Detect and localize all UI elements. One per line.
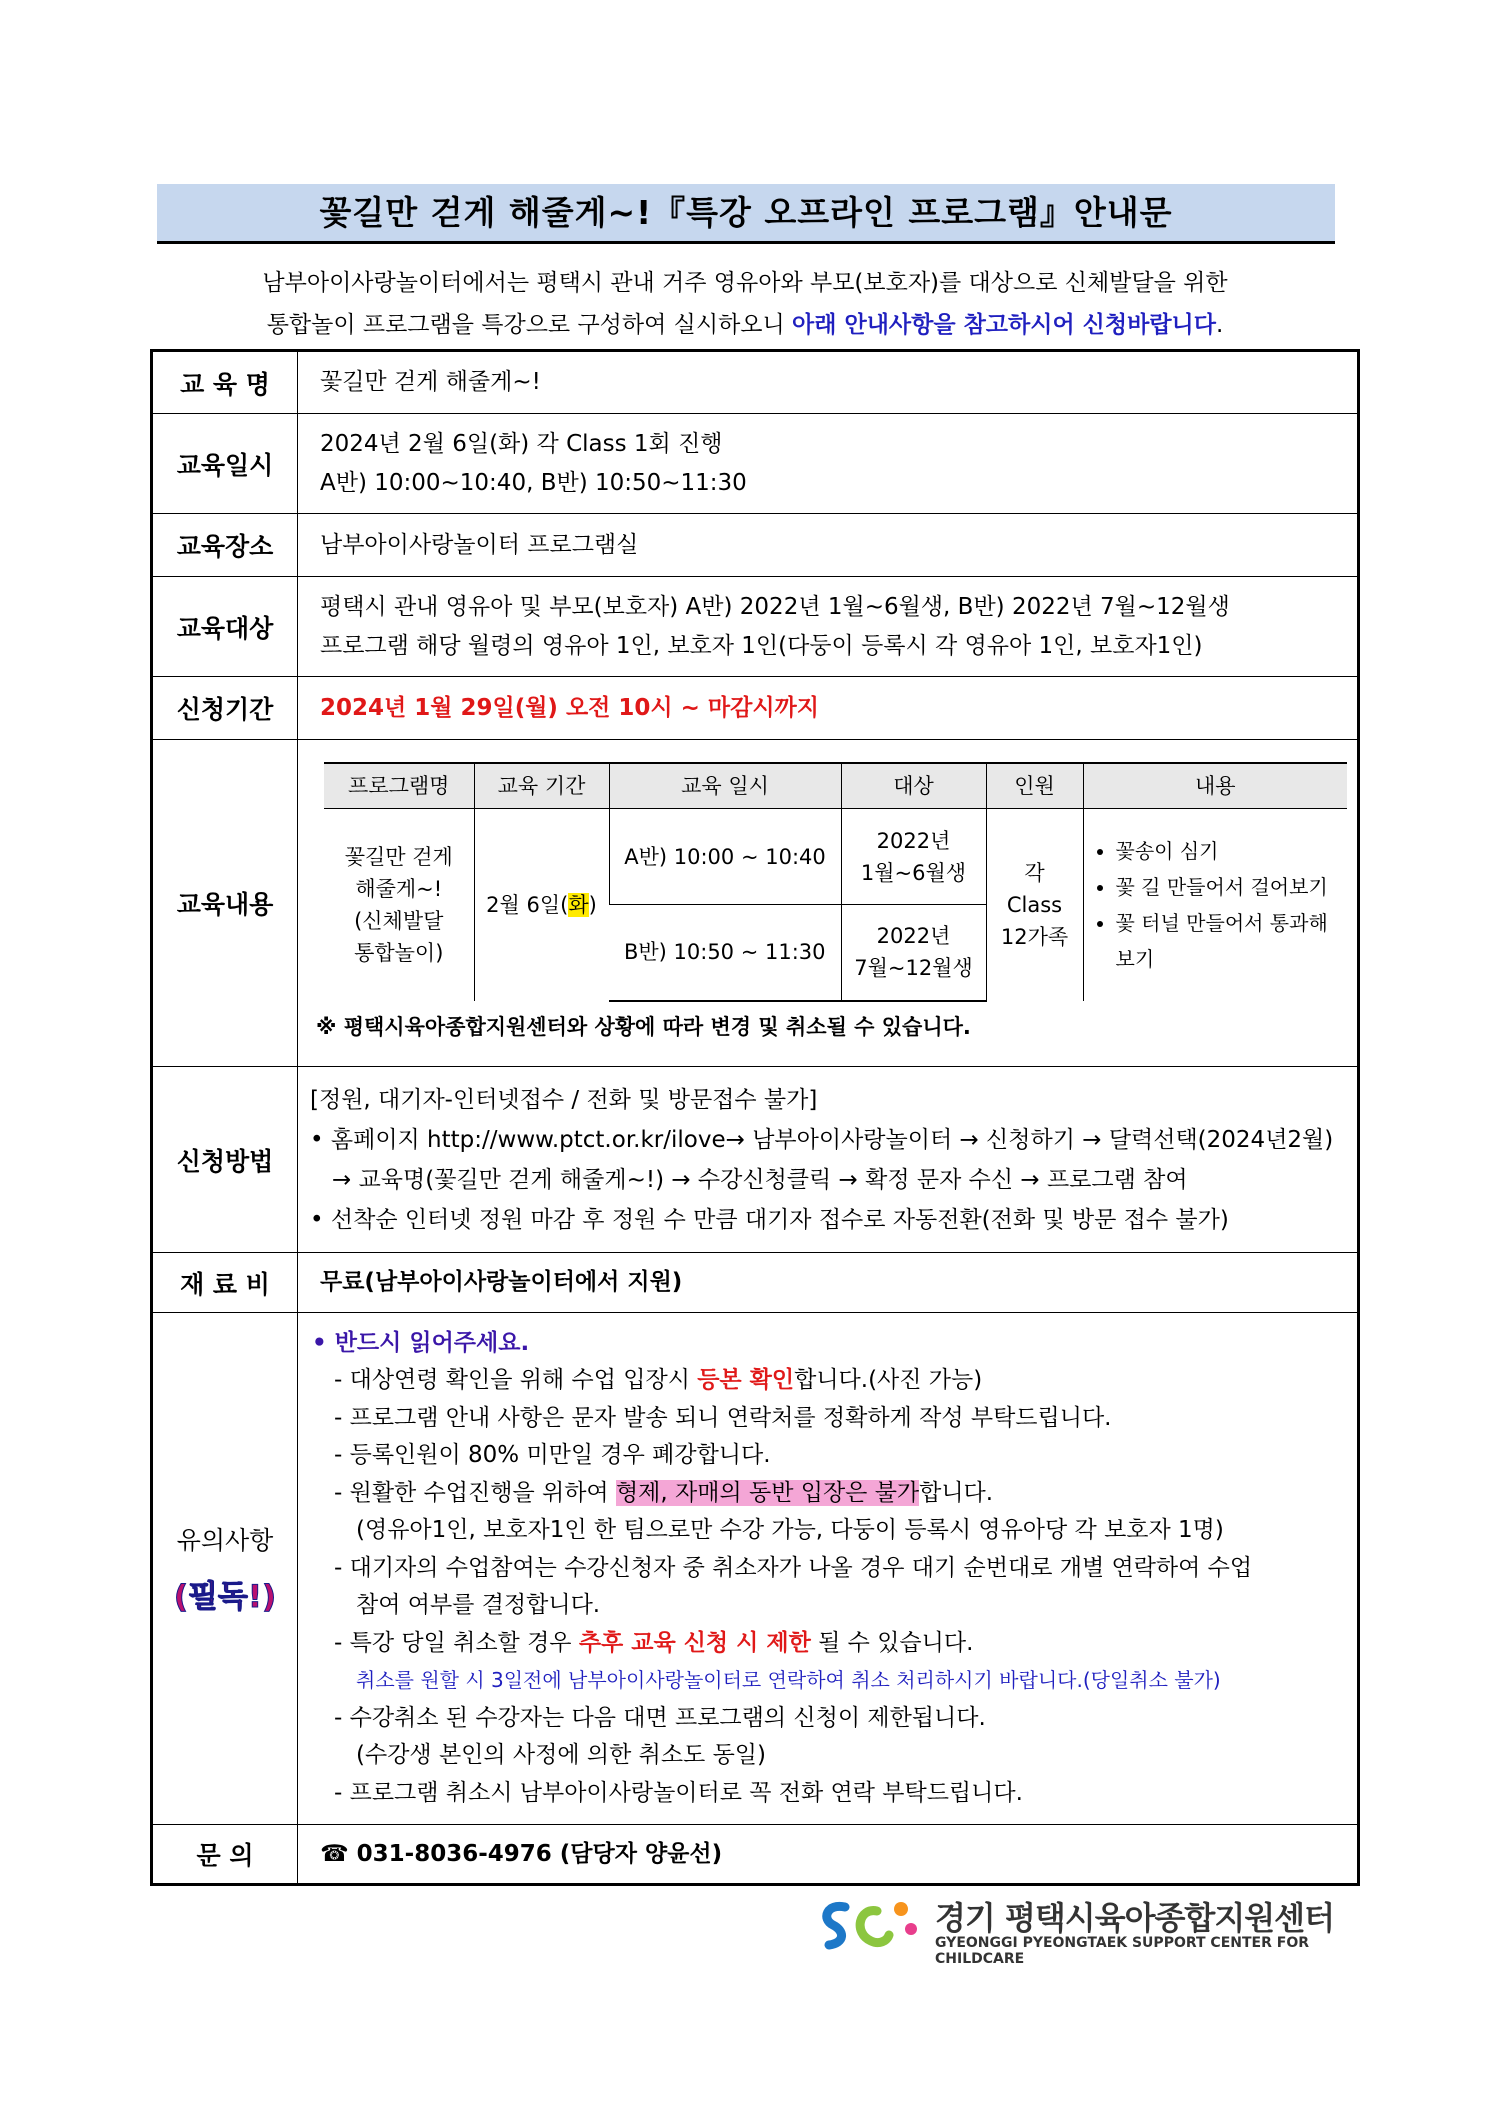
row-label: 교육내용 [152, 740, 298, 1067]
program-name-cell: 꽃길만 걷게 해줄게~! (신체발달 통합놀이) [324, 809, 474, 1001]
logo-mark-icon [815, 1893, 925, 1959]
row-value: 2024년 1월 29일(월) 오전 10시 ~ 마감시까지 [298, 677, 1359, 740]
row-value [298, 1067, 1359, 1253]
row-place [152, 514, 1359, 577]
method-line-1: [정원, 대기자-인터넷접수 / 전화 및 방문접수 불가] [310, 1086, 818, 1113]
intro-line-2-highlight: 아래 안내사항을 참고하시어 신청바랍니다 [792, 312, 1216, 338]
row-label: 신청기간 [152, 677, 298, 740]
notice-line: - 프로그램 취소시 남부아이사랑놀이터로 꼭 전화 연락 부탁드립니다. [334, 1779, 1023, 1806]
notice-line: - 등록인원이 80% 미만일 경우 폐강합니다. [334, 1442, 771, 1469]
must-read-label: (필독!) [173, 1579, 277, 1615]
list-item: • 꽃 터널 만들어서 통과해보기 [1116, 905, 1344, 977]
method-line-2: • 홈페이지 http://www.ptct.or.kr/ilove→ 남부아이사랑놀이터 → 신청하기 → 달력선택(2024년2월) [310, 1126, 1334, 1153]
content-items-cell [1083, 809, 1347, 1001]
content-note: ※ 평택시육아종합지원센터와 상황에 따라 변경 및 취소될 수 있습니다. [316, 1014, 971, 1039]
row-value [298, 577, 1359, 677]
row-label: 재 료 비 [152, 1253, 298, 1313]
row-date [152, 414, 1359, 514]
count-cell: 각 Class 12가족 [986, 809, 1083, 1001]
row-label: 교 육 명 [152, 351, 298, 414]
notice-line: 참여 여부를 결정합니다. [356, 1592, 601, 1619]
target-a-cell: 2022년 1월~6월생 [841, 809, 986, 905]
row-method [152, 1067, 1359, 1253]
notice-line: - 대상연령 확인을 위해 수업 입장시 등본 확인합니다.(사진 가능) [334, 1367, 983, 1394]
logo-subtitle: GYEONGGI PYEONGTAEK SUPPORT CENTER FOR CHILDCARE [935, 1935, 1309, 1967]
row-contact [152, 1825, 1359, 1885]
target-b-cell: 2022년 7월~12월생 [841, 905, 986, 1001]
row-notice [152, 1313, 1359, 1825]
page-title: 꽃길만 걷게 해줄게~!『특강 오프라인 프로그램』안내문 [157, 184, 1335, 244]
list-item: • 꽃 길 만들어서 걸어보기 [1116, 869, 1344, 905]
notice-line: - 원활한 수업진행을 위하여 형제, 자매의 동반 입장은 불가합니다. [334, 1479, 994, 1506]
intro-line-1: 남부아이사랑놀이터에서는 평택시 관내 거주 영유아와 부모(보호자)를 대상으로 신체발달을 위한 [262, 270, 1228, 296]
program-table-header [324, 763, 1347, 809]
notice-line: (수강생 본인의 사정에 의한 취소도 동일) [356, 1742, 766, 1769]
content-items-list [1094, 833, 1344, 977]
header-cell: 인원 [986, 763, 1083, 809]
program-table [324, 762, 1347, 1002]
header-cell: 교육 기간 [474, 763, 609, 809]
row-value: 무료(남부아이사랑놀이터에서 지원) [298, 1253, 1359, 1313]
target-line-2: 프로그램 해당 월령의 영유아 1인, 보호자 1인(다둥이 등록시 각 영유아 1인, 보호자1인) [320, 632, 1203, 659]
header-cell: 대상 [841, 763, 986, 809]
target-line-1: 평택시 관내 영유아 및 부모(보호자) A반) 2022년 1월~6월생, B반) 2022년 7월~12월생 [320, 593, 1230, 620]
notice-line: (영유아1인, 보호자1인 한 팀으로만 수강 가능, 다둥이 등록시 영유아당 각 보호자 1명) [356, 1517, 1224, 1544]
date-line-1: 2024년 2월 6일(화) 각 Class 1회 진행 [320, 430, 723, 457]
intro-line-2-plain: 통합놀이 프로그램을 특강으로 구성하여 실시하오니 [266, 312, 793, 338]
notice-line: 취소를 원할 시 3일전에 남부아이사랑놀이터로 연락하여 취소 처리하시기 바랍니다.(당일취소 불가) [356, 1668, 1221, 1693]
header-cell: 프로그램명 [324, 763, 474, 809]
row-value: 꽃길만 걷게 해줄게~! [298, 351, 1359, 414]
header-cell: 내용 [1083, 763, 1347, 809]
row-fee [152, 1253, 1359, 1313]
row-value [298, 414, 1359, 514]
center-logo [815, 1893, 1355, 1967]
row-label: 교육장소 [152, 514, 298, 577]
time-b-cell: B반) 10:50 ~ 11:30 [609, 905, 841, 1001]
program-row-a [324, 809, 1347, 905]
row-value: 남부아이사랑놀이터 프로그램실 [298, 514, 1359, 577]
notice-line: - 특강 당일 취소할 경우 추후 교육 신청 시 제한 될 수 있습니다. [334, 1629, 974, 1656]
header-cell: 교육 일시 [609, 763, 841, 809]
row-period [152, 677, 1359, 740]
intro-line-2-end: . [1216, 312, 1224, 338]
row-label: 유의사항 (필독!) [152, 1313, 298, 1825]
intro-line-2 [170, 304, 1320, 346]
notice-line: - 프로그램 안내 사항은 문자 발송 되니 연락처를 정확하게 작성 부탁드립니다. [334, 1404, 1112, 1431]
list-item: • 꽃송이 심기 [1116, 833, 1344, 869]
time-a-cell: A반) 10:00 ~ 10:40 [609, 809, 841, 905]
row-label: 교육대상 [152, 577, 298, 677]
logo-name: 경기 평택시육아종합지원센터 [935, 1899, 1334, 1937]
row-label: 교육일시 [152, 414, 298, 514]
intro-text [170, 262, 1320, 346]
method-line-4: • 선착순 인터넷 정원 마감 후 정원 수 만큼 대기자 접수로 자동전환(전화 및 방문 접수 불가) [310, 1206, 1229, 1233]
row-value [298, 1313, 1359, 1825]
notice-line: - 수강취소 된 수강자는 다음 대면 프로그램의 신청이 제한됩니다. [334, 1704, 986, 1731]
row-name [152, 351, 1359, 414]
row-label: 신청방법 [152, 1067, 298, 1253]
date-line-2: A반) 10:00~10:40, B반) 10:50~11:30 [320, 469, 747, 496]
notice-head: • 반드시 읽어주세요. [312, 1329, 530, 1356]
weekday-highlight: 화 [568, 892, 589, 917]
program-period-cell: 2월 6일(화) [474, 809, 609, 1001]
row-label: 문 의 [152, 1825, 298, 1885]
row-value: ☎ 031-8036-4976 (담당자 양윤선) [298, 1825, 1359, 1885]
notice-line: - 대기자의 수업참여는 수강신청자 중 취소자가 나올 경우 대기 순번대로 개별 연락하여 수업 [334, 1554, 1253, 1581]
row-value [298, 740, 1359, 1067]
info-table [150, 349, 1360, 1886]
method-line-3: → 교육명(꽃길만 걷게 해줄게~!) → 수강신청클릭 → 확정 문자 수신 → 프로그램 참여 [332, 1166, 1188, 1193]
row-target [152, 577, 1359, 677]
row-content [152, 740, 1359, 1067]
